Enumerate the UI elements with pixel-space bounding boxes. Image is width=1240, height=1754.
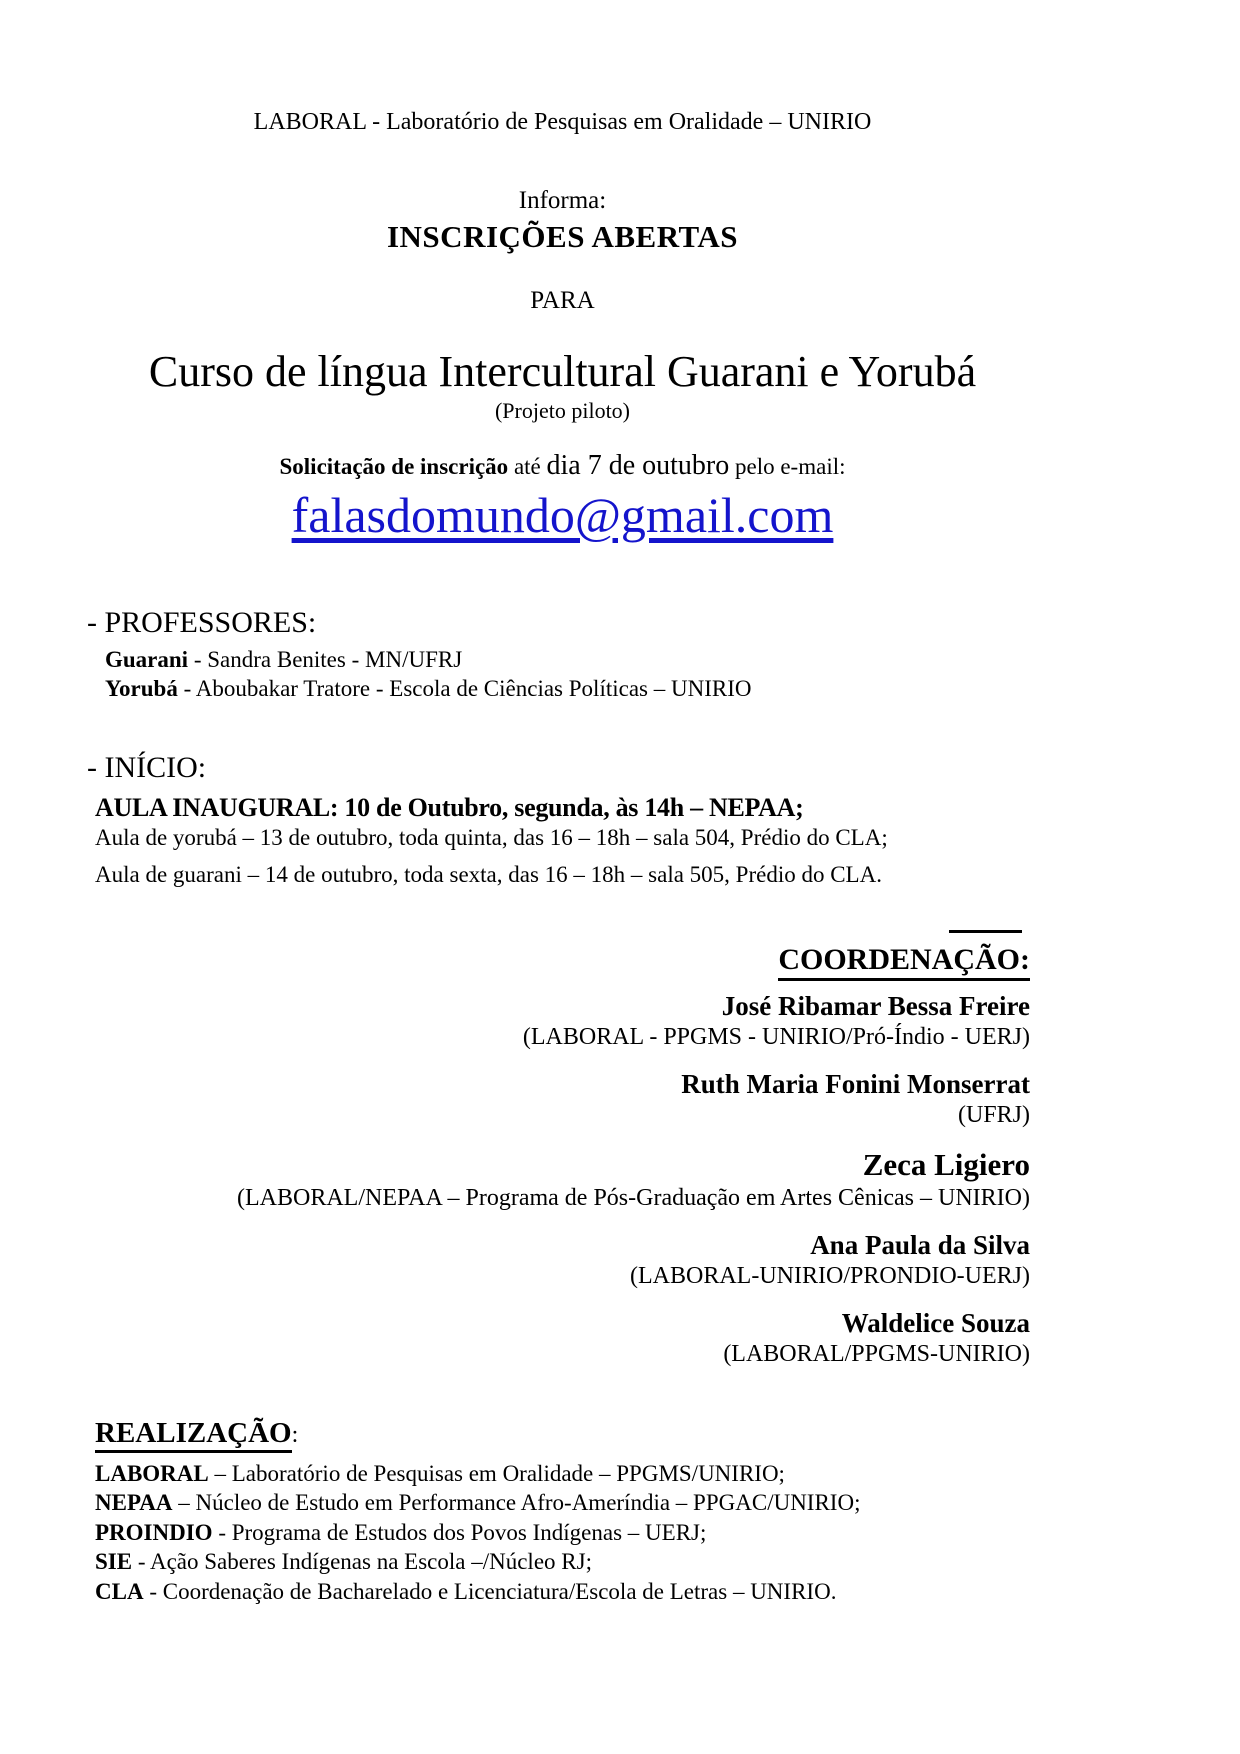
course-subtitle: (Projeto piloto) xyxy=(494,397,631,423)
registration-lead: Solicitação de inscrição xyxy=(279,453,509,479)
realization-acronym: SIE xyxy=(95,1549,133,1575)
coordination-heading xyxy=(95,943,1030,981)
realization-acronym: CLA xyxy=(95,1578,144,1604)
coordinator-name: José Ribamar Bessa Freire xyxy=(721,990,1030,1021)
professor-guarani-rest: - Sandra Benites - MN/UFRJ xyxy=(188,646,463,672)
professor-yoruba-rest: - Aboubakar Tratore - Escola de Ciências Políticas – UNIRIO xyxy=(177,675,752,701)
professor-yoruba-lang: Yorubá xyxy=(105,675,178,701)
coordination-heading-part2: ÇÃO xyxy=(953,942,1020,976)
course-title: Curso de língua Intercultural Guarani e Yorubá xyxy=(148,346,977,396)
realization-item-sie xyxy=(95,1547,1030,1577)
coordinator-name: Zeca Ligiero xyxy=(862,1147,1030,1183)
coordinator-entry xyxy=(95,1147,1030,1213)
realization-item-cla xyxy=(95,1577,1030,1607)
coordination-heading-underline xyxy=(778,943,1030,981)
realization-heading-label: REALIZAÇÃO xyxy=(95,1417,292,1453)
coordinator-entry xyxy=(95,1308,1030,1369)
realization-desc: - Coordenação de Bacharelado e Licenciatura/Escola de Letras – UNIRIO. xyxy=(143,1578,837,1604)
inaugural-class-line: AULA INAUGURAL: 10 de Outubro, segunda, às 14h – NEPAA; xyxy=(95,792,804,822)
coordinator-entry xyxy=(95,1230,1030,1291)
inicio-heading: - INÍCIO: xyxy=(87,750,207,784)
realization-item-laboral xyxy=(95,1459,1030,1489)
professors-heading: - PROFESSORES: xyxy=(87,605,317,639)
realization-item-proindio xyxy=(95,1518,1030,1548)
coordinator-name: Ruth Maria Fonini Monserrat xyxy=(681,1069,1030,1100)
realization-desc: – Núcleo de Estudo em Performance Afro-Ameríndia – PPGAC/UNIRIO; xyxy=(172,1490,861,1516)
email-link[interactable]: falasdomundo@gmail.com xyxy=(291,486,834,543)
realization-section xyxy=(95,1417,1030,1607)
lab-header: LABORAL - Laboratório de Pesquisas em Oralidade – UNIRIO xyxy=(253,109,872,135)
professor-guarani-lang: Guarani xyxy=(105,646,189,672)
coordinator-name: Ana Paula da Silva xyxy=(810,1229,1030,1260)
registration-date: dia 7 de outubro xyxy=(546,449,730,481)
professor-yoruba-line xyxy=(105,674,1030,703)
coordination-heading-colon: : xyxy=(1020,942,1030,976)
coordinator-affiliation: (LABORAL - PPGMS - UNIRIO/Pró-Índio - UERJ) xyxy=(522,1024,1030,1051)
para-line: PARA xyxy=(530,286,595,314)
coordinator-entry xyxy=(95,1069,1030,1130)
coordinator-name: Waldelice Souza xyxy=(841,1307,1030,1338)
coordinator-affiliation: (LABORAL/PPGMS-UNIRIO) xyxy=(723,1340,1030,1367)
inscricoes-abertas-title: INSCRIÇÕES ABERTAS xyxy=(386,218,739,254)
email-line xyxy=(95,486,1030,544)
registration-tail: pelo e-mail: xyxy=(729,453,846,479)
realization-desc: - Ação Saberes Indígenas na Escola –/Núcleo RJ; xyxy=(132,1549,592,1575)
coordination-heading-part1: COORDENA xyxy=(778,942,954,976)
realization-heading xyxy=(95,1417,1030,1453)
yoruba-class-schedule: Aula de yorubá – 13 de outubro, toda quinta, das 16 – 18h – sala 504, Prédio do CLA; xyxy=(95,824,888,850)
realization-acronym: LABORAL xyxy=(95,1460,209,1486)
coordinator-affiliation: (LABORAL-UNIRIO/PRONDIO-UERJ) xyxy=(630,1262,1030,1289)
informa-line: Informa: xyxy=(518,186,607,214)
professor-guarani-line xyxy=(105,645,1030,674)
registration-deadline-line xyxy=(95,450,1030,482)
registration-mid: até xyxy=(508,453,547,479)
coordination-section xyxy=(95,943,1030,1369)
realization-acronym: PROINDIO xyxy=(95,1519,213,1545)
realization-item-nepaa xyxy=(95,1488,1030,1518)
guarani-class-schedule: Aula de guarani – 14 de outubro, toda sexta, das 16 – 18h – sala 505, Prédio do CLA. xyxy=(95,861,882,887)
realization-heading-colon: : xyxy=(291,1421,299,1448)
coordinator-affiliation: (UFRJ) xyxy=(957,1102,1030,1129)
realization-desc: – Laboratório de Pesquisas em Oralidade – PPGMS/UNIRIO; xyxy=(208,1460,785,1486)
coordinator-affiliation: (LABORAL/NEPAA – Programa de Pós-Graduação em Artes Cênicas – UNIRIO) xyxy=(237,1184,1030,1211)
realization-acronym: NEPAA xyxy=(95,1490,173,1516)
realization-desc: - Programa de Estudos dos Povos Indígenas – UERJ; xyxy=(212,1519,707,1545)
coordinator-entry xyxy=(95,991,1030,1052)
professors-list xyxy=(95,645,1030,703)
